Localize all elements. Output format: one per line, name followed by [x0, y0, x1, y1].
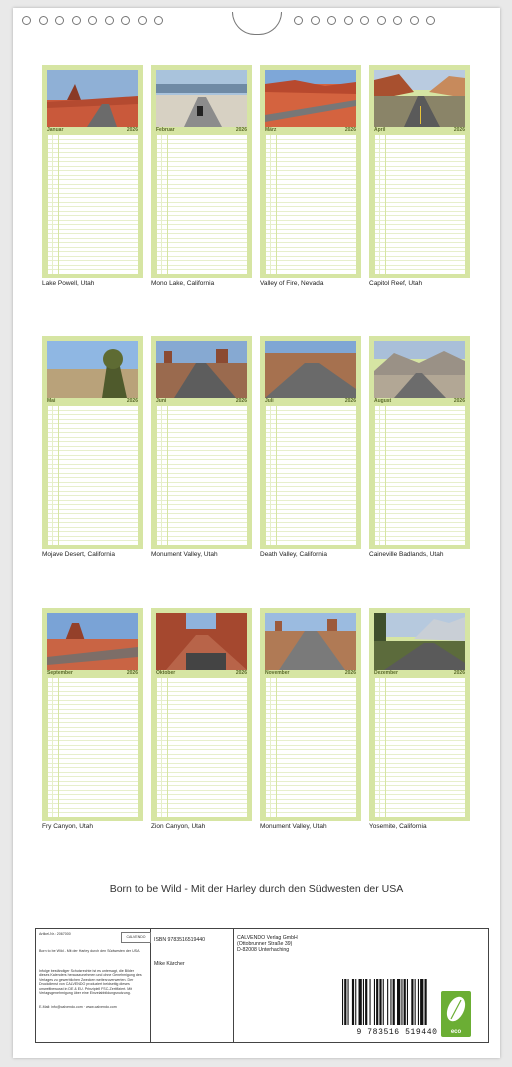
- leaf-icon: [441, 991, 471, 1025]
- month-year: 2026: [235, 398, 247, 404]
- month-header: [265, 398, 356, 405]
- month-year: 2026: [453, 127, 465, 133]
- month-header: [374, 670, 465, 677]
- month-frame: [42, 65, 143, 278]
- binding-ring: [360, 16, 369, 25]
- barcode-bar: [404, 979, 406, 1025]
- month-caption: Mojave Desert, California: [42, 551, 115, 558]
- article-number: Artikel-Nr.: 2067000: [39, 932, 71, 936]
- month-photo: [156, 70, 247, 127]
- barcode-bar: [393, 979, 395, 1025]
- month-caption: Lake Powell, Utah: [42, 280, 95, 287]
- binding-ring: [344, 16, 353, 25]
- month-header: [156, 398, 247, 405]
- month-photo: [47, 70, 138, 127]
- publisher-info-box: [35, 928, 489, 1043]
- month-frame: [42, 608, 143, 821]
- month-year: 2026: [344, 398, 356, 404]
- month-frame: [369, 336, 470, 549]
- month-frame: [151, 608, 252, 821]
- day-grid: [47, 406, 138, 545]
- publisher-logo: CALVENDO: [121, 932, 151, 943]
- month-photo: [47, 341, 138, 398]
- calendar-title: Born to be Wild - Mit der Harley durch den Südwesten der USA: [109, 883, 404, 895]
- barcode-bar: [401, 979, 402, 1025]
- month-year: 2026: [126, 670, 138, 676]
- publisher-city: D-82008 Unterhaching: [237, 947, 290, 953]
- barcode-bar: [370, 979, 371, 1025]
- month-header: [374, 127, 465, 134]
- binding-ring: [377, 16, 386, 25]
- binding-ring: [55, 16, 64, 25]
- day-grid: [374, 135, 465, 274]
- binding-ring: [327, 16, 336, 25]
- binding-ring: [410, 16, 419, 25]
- binding-ring: [22, 16, 31, 25]
- month-name: Mai: [47, 398, 56, 404]
- month-photo: [47, 613, 138, 670]
- barcode-bar: [355, 979, 356, 1025]
- month-caption: Zion Canyon, Utah: [151, 823, 206, 830]
- month-year: 2026: [235, 127, 247, 133]
- month-header: [47, 127, 138, 134]
- month-name: Februar: [156, 127, 175, 133]
- publisher-street: (Ottobrunner Straße 39): [237, 941, 293, 947]
- month-header: [156, 670, 247, 677]
- binding-ring: [426, 16, 435, 25]
- calendar-hanger: [232, 12, 282, 35]
- binding-ring: [311, 16, 320, 25]
- day-grid: [156, 406, 247, 545]
- month-frame: [260, 336, 361, 549]
- barcode-bar: [363, 979, 364, 1025]
- binding-ring: [121, 16, 130, 25]
- month-header: [47, 670, 138, 677]
- month-frame: [260, 608, 361, 821]
- month-year: 2026: [235, 670, 247, 676]
- month-name: November: [265, 670, 290, 676]
- barcode-bar: [365, 979, 367, 1025]
- short-title: Born to be Wild - Mit der Harley durch den Südwesten der USA: [39, 949, 140, 953]
- month-photo: [156, 613, 247, 670]
- author: Mike Kärcher: [154, 961, 185, 967]
- day-grid: [265, 678, 356, 817]
- month-header: [156, 127, 247, 134]
- month-year: 2026: [344, 127, 356, 133]
- day-grid: [374, 406, 465, 545]
- barcode-bar: [418, 979, 419, 1025]
- month-caption: Death Valley, California: [260, 551, 327, 558]
- calendar-page: [13, 8, 500, 1058]
- month-name: Januar: [47, 127, 64, 133]
- barcode-bar: [425, 979, 427, 1025]
- eco-label: eco: [450, 1029, 462, 1035]
- eco-badge: [441, 991, 471, 1037]
- barcode-number: 9 783516 519440: [356, 1028, 438, 1037]
- month-name: August: [374, 398, 392, 404]
- binding-ring: [138, 16, 147, 25]
- publisher-name: CALVENDO Verlag GmbH: [237, 935, 298, 941]
- barcode-bar: [376, 979, 378, 1025]
- barcode-bar: [415, 979, 416, 1025]
- month-caption: Caineville Badlands, Utah: [369, 551, 444, 558]
- barcode-bar: [344, 979, 346, 1025]
- month-header: [47, 398, 138, 405]
- month-name: September: [47, 670, 73, 676]
- binding-ring: [88, 16, 97, 25]
- month-frame: [42, 336, 143, 549]
- binding-ring: [39, 16, 48, 25]
- month-photo: [374, 613, 465, 670]
- legal-text: Infolge beständiger Schutzrechte ist es untersagt, die Bilder dieses Kalenders herauszunehmen und ohne Genehmigung des Verlages zu gewerblichen Zwecken weiterzuverwerten. Der Druckdienst von CALVENDO produziert beidseitig dieses umweltbewusst in DE & EU. Prinzipiell FSC-Zertifiziert. Mit Verlagsgenehmigung über eine Einzelabbildungsnutzung.: [39, 969, 142, 996]
- month-frame: [151, 65, 252, 278]
- month-header: [374, 398, 465, 405]
- barcode-bar: [420, 979, 423, 1025]
- day-grid: [265, 135, 356, 274]
- barcode-bar: [411, 979, 413, 1025]
- month-caption: Monument Valley, Utah: [260, 823, 327, 830]
- barcode-bar: [359, 979, 362, 1025]
- barcode-bar: [374, 979, 375, 1025]
- isbn: ISBN 9783516519440: [154, 937, 206, 943]
- binding-ring: [105, 16, 114, 25]
- month-photo: [265, 70, 356, 127]
- month-name: Dezember: [374, 670, 398, 676]
- day-grid: [47, 678, 138, 817]
- month-frame: [260, 65, 361, 278]
- barcode-bar: [348, 979, 349, 1025]
- barcode-bar: [407, 979, 408, 1025]
- month-frame: [369, 608, 470, 821]
- month-year: 2026: [453, 670, 465, 676]
- month-caption: Monument Valley, Utah: [151, 551, 218, 558]
- month-photo: [156, 341, 247, 398]
- binding-ring: [154, 16, 163, 25]
- barcode-bar: [397, 979, 400, 1025]
- month-photo: [265, 613, 356, 670]
- ean-barcode: [338, 979, 456, 1041]
- month-caption: Valley of Fire, Nevada: [260, 280, 324, 287]
- month-photo: [374, 341, 465, 398]
- barcode-bar: [379, 979, 381, 1025]
- month-name: Juli: [265, 398, 274, 404]
- month-year: 2026: [126, 127, 138, 133]
- binding-ring: [72, 16, 81, 25]
- month-photo: [374, 70, 465, 127]
- month-year: 2026: [126, 398, 138, 404]
- day-grid: [156, 135, 247, 274]
- month-header: [265, 127, 356, 134]
- binding-ring: [294, 16, 303, 25]
- barcode-bar: [390, 979, 391, 1025]
- day-grid: [47, 135, 138, 274]
- barcode-bar: [342, 979, 343, 1025]
- month-frame: [369, 65, 470, 278]
- month-name: April: [374, 127, 386, 133]
- barcode-bar: [387, 979, 388, 1025]
- month-name: Juni: [156, 398, 167, 404]
- contact-line: E-Mail: info@calvendo.com · www.calvendo.com: [39, 1005, 117, 1009]
- month-caption: Mono Lake, California: [151, 280, 215, 287]
- month-year: 2026: [344, 670, 356, 676]
- month-name: Oktober: [156, 670, 176, 676]
- month-caption: Yosemite, California: [369, 823, 427, 830]
- month-photo: [265, 341, 356, 398]
- month-header: [265, 670, 356, 677]
- month-name: März: [265, 127, 277, 133]
- barcode-bar: [352, 979, 354, 1025]
- month-year: 2026: [453, 398, 465, 404]
- barcode-bar: [383, 979, 384, 1025]
- binding-ring: [393, 16, 402, 25]
- day-grid: [374, 678, 465, 817]
- month-frame: [151, 336, 252, 549]
- day-grid: [265, 406, 356, 545]
- month-caption: Capitol Reef, Utah: [369, 280, 423, 287]
- day-grid: [156, 678, 247, 817]
- month-caption: Fry Canyon, Utah: [42, 823, 93, 830]
